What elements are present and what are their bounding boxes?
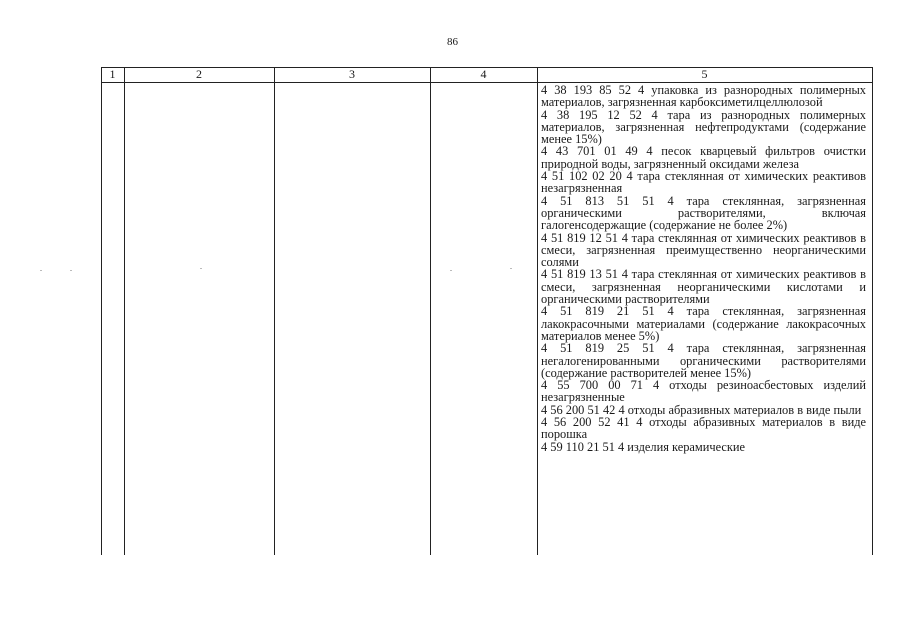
column-5-cell	[541, 84, 866, 453]
scan-speck	[40, 270, 42, 271]
waste-entry: 4 55 700 00 71 4 отходы резиноасбестовых изделий незагрязненные	[541, 378, 866, 405]
waste-entry: 4 51 819 13 51 4 тара стеклянная от химических реактивов в смеси, загрязненная неорганическими кислотами и органическими растворителями	[541, 267, 866, 307]
column-divider	[274, 67, 275, 555]
waste-entry: 4 38 195 12 52 4 тара из разнородных полимерных материалов, загрязненная нефтепродуктами (содержание менее 15%)	[541, 107, 866, 147]
column-divider	[124, 67, 125, 555]
scan-speck	[70, 270, 72, 271]
scan-speck	[510, 268, 512, 269]
column-divider	[101, 67, 102, 555]
waste-entry: 4 51 102 02 20 4 тара стеклянная от химических реактивов незагрязненная	[541, 169, 866, 196]
column-divider	[872, 67, 873, 555]
scan-speck	[200, 268, 202, 269]
waste-entry: 4 59 110 21 51 4 изделия керамические	[541, 439, 746, 454]
waste-entry: 4 56 200 51 42 4 отходы абразивных материалов в виде пыли	[541, 402, 862, 417]
waste-entry: 4 43 701 01 49 4 песок кварцевый фильтров очистки природной воды, загрязненный оксидами железа	[541, 144, 866, 171]
waste-entry: 4 51 819 21 51 4 тара стеклянная, загрязненная лакокрасочными материалами (содержание лакокрасочных материалов менее 5%)	[541, 304, 866, 343]
page-number: 86	[447, 36, 458, 48]
waste-entry: 4 51 813 51 51 4 тара стеклянная, загрязненная органическими растворителями, включая галогенсодержащие (содержание не более 2%)	[541, 193, 866, 233]
column-header-1: 1	[109, 67, 116, 81]
waste-entry: 4 56 200 52 41 4 отходы абразивных материалов в виде порошка	[541, 415, 866, 442]
column-divider	[430, 67, 431, 555]
column-header-5: 5	[701, 67, 708, 81]
column-header-3: 3	[349, 67, 355, 81]
column-divider	[537, 67, 538, 555]
waste-entry: 4 51 819 12 51 4 тара стеклянная от химических реактивов в смеси, загрязненная преимущественно неорганическими солями	[541, 230, 866, 270]
column-header-4: 4	[480, 67, 487, 81]
scan-speck	[450, 270, 452, 271]
column-header-2: 2	[196, 67, 202, 81]
waste-entry: 4 51 819 25 51 4 тара стеклянная, загрязненная негалогенированными органическими растворителями (содержание растворителей менее 15%)	[541, 341, 866, 380]
waste-entry: 4 38 193 85 52 4 упаковка из разнородных полимерных материалов, загрязненная карбоксиметилцеллюлозой	[541, 83, 866, 110]
